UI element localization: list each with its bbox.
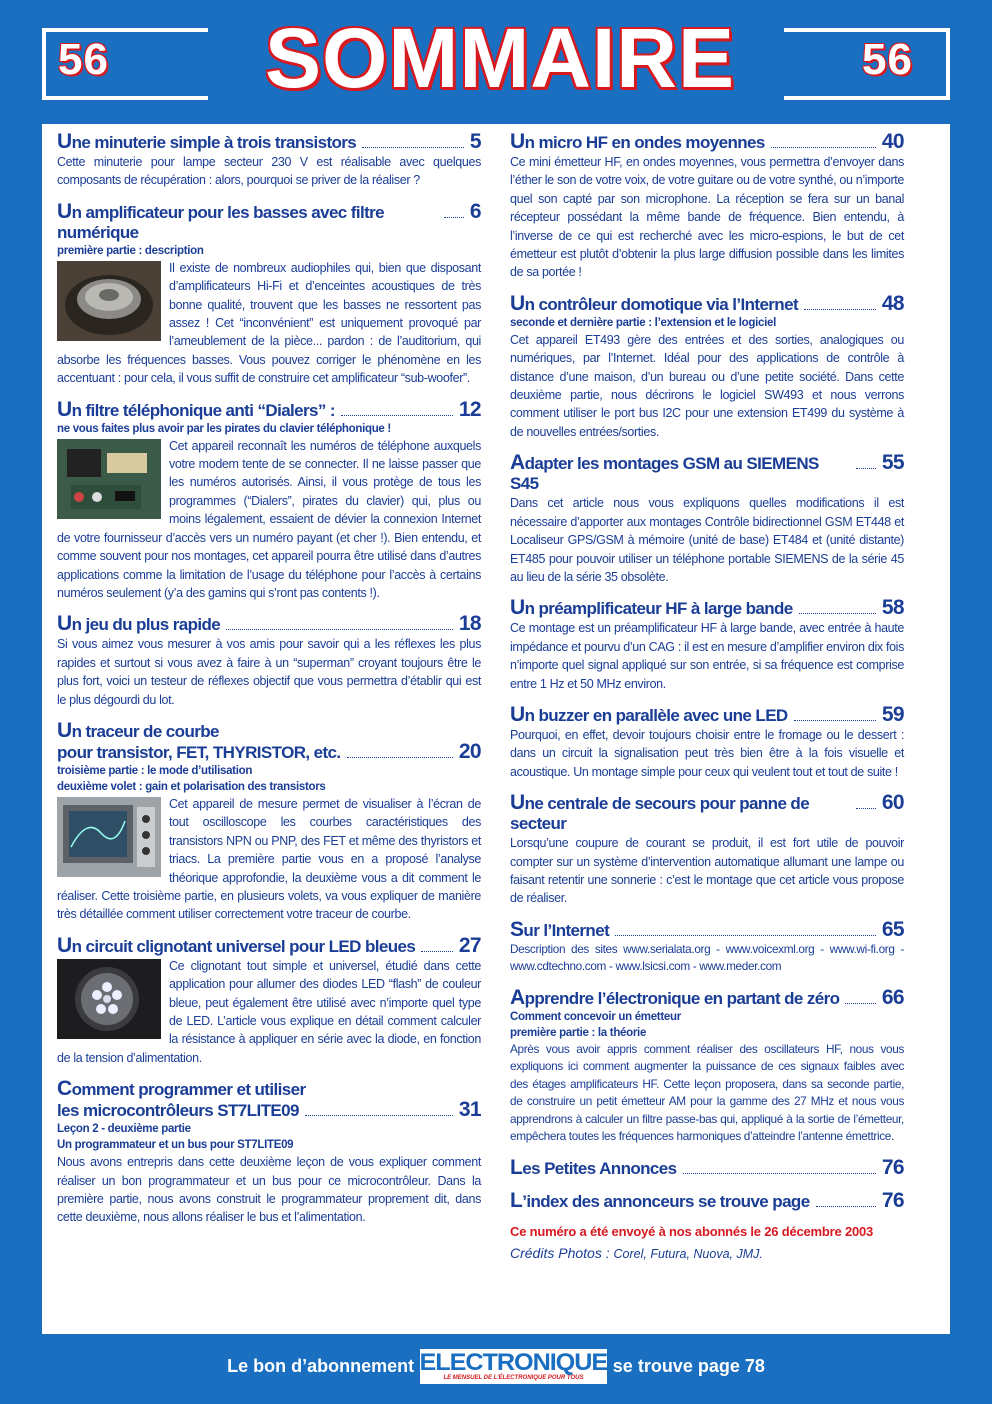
- page-number: 66: [881, 985, 904, 1009]
- page-number: 6: [469, 199, 481, 223]
- entry-initial: U: [510, 130, 525, 153]
- entry-description: Ce mini émetteur HF, en ondes moyennes, vous permettra d’envoyer dans l’éther le son de votre voix, de votre guitare ou de votre synthé, ou n’importe quel son capté par son microphone. La réception se fera sur un banal récepteur possédant la même bande de fréquence. Bien entendu, à l’inverse de ce qui est recherché avec les micro-espions, le but de cet émetteur est plutôt d’obtenir la plus large diffusion possible dans les limites de sa portée !: [510, 155, 904, 280]
- entry-title-text: Un contrôleur domotique via l’Internet: [510, 291, 799, 315]
- article-photo: [57, 439, 161, 519]
- toc-entry[interactable]: [510, 917, 904, 976]
- entry-title-text: Une minuterie simple à trois transistors: [57, 130, 357, 153]
- leader-dots: [226, 629, 453, 630]
- leader-dots: [362, 147, 464, 148]
- entry-title: [510, 702, 904, 726]
- entry-subtitle: Comment concevoir un émetteur: [510, 1010, 681, 1023]
- leader-dots: [845, 1003, 875, 1004]
- entry-initial: U: [510, 791, 525, 815]
- toc-entry[interactable]: [510, 1188, 904, 1212]
- leader-dots: [683, 1173, 876, 1174]
- leader-dots: [341, 415, 453, 416]
- toc-entry[interactable]: [57, 933, 481, 1067]
- logo-word: ELECTRONIQUE: [419, 1348, 608, 1376]
- toc-entry[interactable]: [57, 397, 481, 603]
- leader-dots: [799, 613, 876, 614]
- entry-title-text: pour transistor, FET, THYRISTOR, etc.: [57, 742, 341, 762]
- entry-title: [57, 739, 481, 763]
- entry-title: [510, 1155, 904, 1179]
- subscriber-note: Ce numéro a été envoyé à nos abonnés le 26 décembre 2003: [510, 1223, 874, 1239]
- entry-description: Nous avons entrepris dans cette deuxième leçon de vous expliquer comment réaliser un bon programmateur et un bus pour ce microcontrôleur. Dans la première partie, nous avons construit le programmateur proprement dit, dans cette deuxième, nous allons réaliser le bus et l’alimentation.: [57, 1155, 481, 1225]
- entry-subtitle: Un programmateur et un bus pour ST7LITE09: [57, 1139, 294, 1152]
- entry-initial: L: [510, 1188, 523, 1212]
- entry-initial: A: [510, 985, 525, 1009]
- magazine-logo: [420, 1349, 607, 1384]
- entry-description: Dans cet article nous vous expliquons quelles modifications il est nécessaire d’apporter aux montages Contrôle bidirectionnel GSM ET448 et Localiseur GPS/GSM à mémoire (unité de base) ET484 et (unité distante) ET485 pour pouvoir utiliser un téléphone portable SIEMENS de la série 45 au lieu de la série 35 obsolète.: [510, 496, 904, 584]
- entry-subtitle: Leçon 2 - deuxième partie: [57, 1123, 191, 1136]
- leader-dots: [421, 951, 453, 952]
- page-title: SOMMAIRE: [265, 11, 735, 105]
- toc-entry[interactable]: [510, 1155, 904, 1179]
- entry-initial: S: [510, 917, 524, 941]
- leader-dots: [856, 808, 876, 809]
- issue-number-right: 56: [862, 35, 913, 84]
- entry-title: [510, 1188, 904, 1212]
- toc-entry[interactable]: [510, 985, 904, 1146]
- entry-title: [57, 1100, 481, 1121]
- entry-initial: U: [510, 596, 525, 620]
- entry-title-text: Apprendre l’électronique en partant de zéro: [510, 985, 840, 1009]
- photo-credits: [510, 1245, 904, 1261]
- page-number: 60: [881, 791, 904, 815]
- page-number: 58: [881, 596, 904, 620]
- entry-title: [57, 199, 481, 243]
- page-number: 5: [469, 130, 481, 153]
- entry-title: [57, 614, 481, 635]
- entry-title-text: les microcontrôleurs ST7LITE09: [57, 1101, 299, 1121]
- credits-label: Crédits Photos :: [510, 1244, 614, 1261]
- leader-dots: [856, 468, 876, 469]
- page-number: 76: [881, 1188, 904, 1212]
- entry-title-text: L’index des annonceurs se trouve page: [510, 1188, 810, 1212]
- entry-title-text: Les Petites Annonces: [510, 1155, 677, 1179]
- page-number: 40: [881, 130, 904, 153]
- entry-description: Cet appareil de mesure permet de visualiser à l’écran de tout oscilloscope les courbes caractéristiques des transistors NPN ou PNP, des FET et même des thyristors et triacs. La première partie vous en a proposé l’analyse théorique approfondie, la deuxième vous a dit comment le réaliser. Cette troisième partie, en plusieurs volets, va vous expliquer de manière très détaillée comment utiliser correctement votre traceur de courbe.: [57, 796, 481, 922]
- toc-entry[interactable]: [510, 291, 904, 441]
- page-number: 59: [881, 702, 904, 726]
- entry-initial: U: [510, 702, 525, 726]
- page-number: 12: [458, 397, 481, 421]
- entry-description: Cet appareil ET493 gère des entrées et des sorties, analogiques ou numériques, par l’Internet. Idéal pour des applications de contrôle à distance d’une maison, d’un bureau ou d’une petite société. Dans cette deuxième partie, nous décrirons le logiciel SW493 et nous verrons comment utiliser le port bus I2C pour une extension ET499 du système à de nouvelles entrées/sorties.: [510, 332, 904, 439]
- entry-description: Après vous avoir appris comment réaliser des oscillateurs HF, nous vous expliquons ici comment augmenter la puissance de ces signaux faibles avec des étages amplificateurs HF. Cette leçon proposera, dans sa seconde partie, de construire un petit émetteur AM pour la gamme des 27 MHz et nous vous apprendrons à calculer un filtre passe-bas qui, appliqué à la sortie de l’émetteur, empêchera toutes les fréquences harmoniques d’atteindre l’antenne émettrice.: [510, 1041, 904, 1144]
- issue-number-left: 56: [58, 35, 109, 84]
- entry-initial: U: [57, 397, 72, 421]
- entry-title: [57, 132, 481, 153]
- entry-initial: U: [57, 130, 72, 153]
- entry-initial: A: [510, 451, 525, 475]
- toc-entry[interactable]: [57, 614, 481, 709]
- entry-subtitle: troisième partie : le mode d’utilisation: [57, 764, 253, 777]
- toc-entry[interactable]: [510, 702, 904, 781]
- article-photo: [57, 261, 161, 341]
- frame-top-right: [784, 28, 950, 32]
- entry-subtitle: ne vous faites plus avoir par les pirates du clavier téléphonique !: [57, 422, 391, 435]
- entry-description: Il existe de nombreux audiophiles qui, bien que disposant d’amplificateurs Hi-Fi et d’enceintes acoustiques de très bonne qualité, trouvent que les basses ne ressortent pas assez ! Cet “inconvénient” est uniquement provoqué par l’ameublement de la pièce... pardon : de l’auditorium, qui absorbe les fréquences basses. Vous pouvez corriger le phénomène en les accentuant : pour cela, il vous suffit de construire cet amplificateur “sub-woofer”.: [57, 260, 481, 386]
- entry-description: Cet appareil reconnaît les numéros de téléphone auxquels votre modem tente de se connecter. Il ne laisse passer que les numéros autorisés. Ainsi, il vous protège de tous les programmes (“Dialers”, pirates du clavier) qui, plus ou moins légalement, essaient de dévier la connexion Internet de votre fournisseur d’accès vers un numéro payant (et cher !). Bien entendu, et comme souvent pour nos montages, cet appareil pourra être utilisé dans d’autres applications comme la limitation de l’usage du téléphone pour l’accès à certains numéros seulement (y’a des gamins qui s’ront pas contents !).: [57, 438, 481, 600]
- article-photo: [57, 959, 161, 1039]
- page-number: 55: [881, 451, 904, 475]
- leader-dots: [816, 1206, 876, 1207]
- footer-text-before: Le bon d’abonnement: [227, 1355, 415, 1376]
- frame-bottom-left: [42, 96, 208, 100]
- toc-entry[interactable]: [510, 793, 904, 908]
- leader-dots: [444, 217, 464, 218]
- entry-initial: C: [57, 1077, 72, 1101]
- right-column: [510, 132, 904, 1261]
- toc-entry[interactable]: [510, 132, 904, 282]
- entry-description: Si vous aimez vous mesurer à vos amis pour savoir qui a les réflexes les plus rapides et surtout si vous avez à faire à un “superman” croyant toujours être le plus fort, voici un testeur de réflexes objectif que vous permettra d’établir qui est le plus dégourdi du lot.: [57, 637, 481, 707]
- toc-entry[interactable]: [510, 453, 904, 586]
- page-number: 65: [881, 917, 904, 941]
- leader-dots: [794, 720, 876, 721]
- entry-initial: U: [57, 612, 72, 636]
- entry-title-text: Adapter les montages GSM au SIEMENS S45: [510, 451, 819, 494]
- entry-title: [57, 933, 481, 957]
- leader-dots: [347, 757, 453, 758]
- entry-title-text: Un micro HF en ondes moyennes: [510, 130, 765, 153]
- toc-entry[interactable]: [57, 1079, 481, 1227]
- entry-description: Ce montage est un préamplificateur HF à large bande, avec entrée à haute impédance et pourvu d’un CAG : il est en mesure d’amplifier environ dix fois n’importe quel signal appliqué sur son entrée, si sa fréquence est comprise entre 1 Hz et 50 MHz environ.: [510, 621, 904, 691]
- entry-title-line1: [57, 718, 481, 742]
- leader-dots: [305, 1115, 453, 1116]
- entry-title: [510, 598, 904, 619]
- frame-bottom-right: [784, 96, 950, 100]
- entry-title: [510, 985, 904, 1009]
- entry-title-text: Un préamplificateur HF à large bande: [510, 596, 793, 620]
- page-number: 76: [881, 1155, 904, 1179]
- subscription-footer: [0, 1346, 992, 1386]
- entry-title: [510, 453, 904, 494]
- entry-title: [57, 397, 481, 421]
- frame-right: [946, 28, 950, 100]
- page-number: 48: [881, 291, 904, 315]
- page-number: 31: [458, 1098, 481, 1122]
- entry-title-line1: [57, 1079, 481, 1100]
- entry-title-text: n traceur de courbe: [71, 721, 219, 741]
- toc-entry[interactable]: [510, 598, 904, 693]
- left-column: [57, 132, 481, 1239]
- entry-title: [510, 793, 904, 834]
- entry-title: [510, 291, 904, 315]
- entry-title-text: Sur l’Internet: [510, 917, 610, 941]
- footer-text-after: se trouve page 78: [612, 1355, 765, 1376]
- entry-subtitle: seconde et dernière partie : l’extension et le logiciel: [510, 316, 776, 329]
- entry-title-text: omment programmer et utiliser: [71, 1080, 306, 1100]
- frame-left: [42, 28, 46, 100]
- entry-title: [510, 132, 904, 153]
- entry-subtitle: première partie : description: [57, 244, 204, 257]
- entry-title: [510, 917, 904, 941]
- entry-subtitle: première partie : la théorie: [510, 1026, 647, 1039]
- entry-initial: L: [510, 1155, 523, 1179]
- entry-description: Ce clignotant tout simple et universel, étudié dans cette application pour allumer des diodes LED “flash” de couleur bleue, peut également être utilisé avec n’importe quel type de LED. L’article vous explique en détail comment calculer la résistance à appliquer en série avec la diode, en fonction de la tension d’alimentation.: [57, 958, 481, 1065]
- leader-dots: [615, 935, 876, 936]
- article-photo: [57, 797, 161, 877]
- logo-tagline: LE MENSUEL DE L’ÉLECTRONIQUE POUR TOUS: [443, 1374, 584, 1381]
- page-number: 18: [458, 612, 481, 636]
- entry-description: Description des sites www.serialata.org - www.voicexml.org - www.wi-fi.org - www.cdtechno.com - www.lsicsi.com - www.meder.com: [510, 941, 904, 974]
- entry-title-text: Un amplificateur pour les basses avec filtre numérique: [57, 199, 385, 242]
- entry-initial: U: [57, 933, 72, 957]
- entry-subtitle: deuxième volet : gain et polarisation des transistors: [57, 780, 326, 793]
- entry-initial: U: [57, 199, 72, 223]
- entry-initial: U: [57, 718, 72, 742]
- toc-entry[interactable]: [57, 132, 481, 190]
- toc-entry[interactable]: [57, 199, 481, 388]
- frame-top-left: [42, 28, 208, 32]
- page-number: 20: [458, 739, 481, 763]
- entry-title-text: Une centrale de secours pour panne de secteur: [510, 791, 810, 834]
- header: [0, 0, 992, 120]
- leader-dots: [771, 147, 876, 148]
- toc-entry[interactable]: [57, 718, 481, 924]
- entry-description: Cette minuterie pour lampe secteur 230 V est réalisable avec quelques composants de récupération : alors, pourquoi se priver de la réaliser ?: [57, 155, 481, 188]
- entry-title-text: Un circuit clignotant universel pour LED bleues: [57, 933, 416, 957]
- entry-description: Lorsqu’une coupure de courant se produit, il est fort utile de pouvoir compter sur un système d’intervention automatique allumant une lampe ou faisant retentir une sonnerie : c’est le montage que cet article vous propose de réaliser.: [510, 836, 904, 906]
- contents-panel: [42, 124, 950, 1334]
- leader-dots: [804, 309, 876, 310]
- credits-text: Corel, Futura, Nuova, JMJ.: [613, 1246, 763, 1261]
- entry-initial: U: [510, 291, 525, 315]
- entry-title-text: Un buzzer en parallèle avec une LED: [510, 702, 788, 726]
- entry-title-text: Un filtre téléphonique anti “Dialers” :: [57, 397, 335, 421]
- entry-title-text: Un jeu du plus rapide: [57, 612, 221, 636]
- entry-description: Pourquoi, en effet, devoir toujours choisir entre le fromage ou le dessert : dans un circuit la signalisation peut très bien être à la fois visuelle et acoustique. Un montage simple pour ceux qui veulent tout et tout de suite !: [510, 727, 904, 779]
- page-number: 27: [458, 933, 481, 957]
